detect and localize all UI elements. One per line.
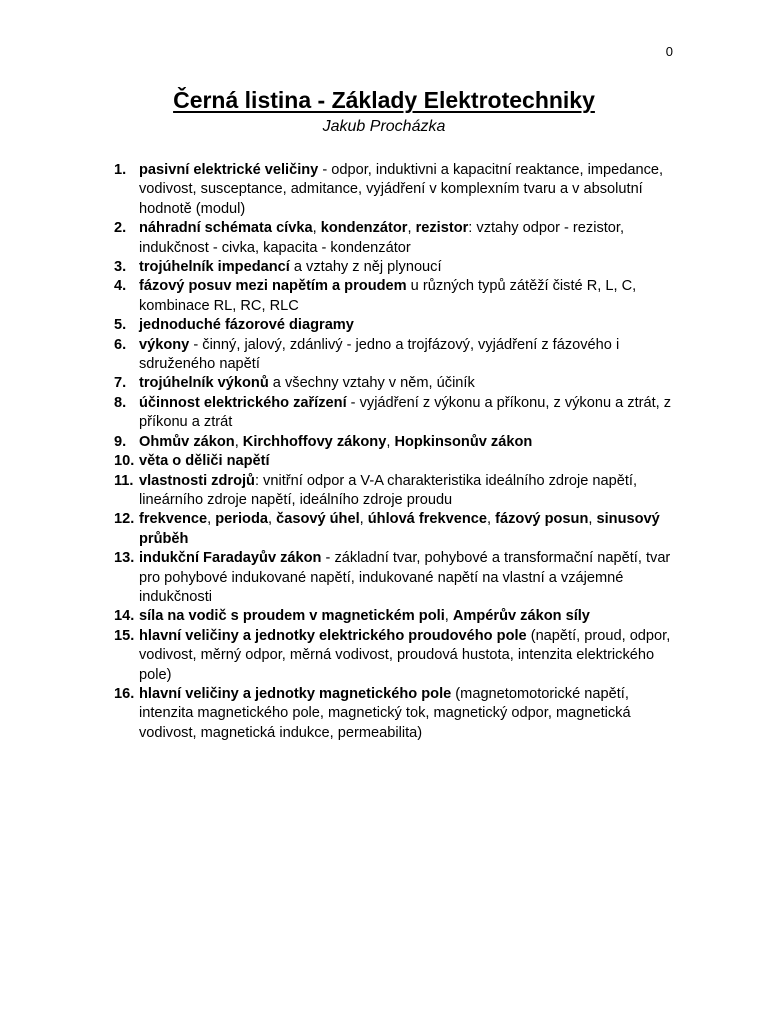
topic-number: 4. bbox=[114, 278, 127, 295]
topic-term: výkony bbox=[139, 336, 190, 353]
topic-text bbox=[139, 317, 354, 333]
topic-description: : vztahy odpor - rezistor, indukčnost - civka, kapacita - kondenzátor bbox=[139, 220, 625, 256]
topic-item bbox=[114, 277, 674, 316]
topic-description: , bbox=[444, 608, 453, 625]
topic-item bbox=[114, 452, 674, 471]
topic-description: (magnetomotorické napětí, intenzita magnetického pole, magnetický tok, magnetický odpor, magnetická vodivost, magnetická indukce, permeabilita) bbox=[139, 685, 631, 741]
topic-number: 14. bbox=[114, 608, 135, 625]
topic-description: a vztahy z něj plynoucí bbox=[289, 259, 442, 276]
topic-description: u různých typů zátěží čisté R, L, C, kombinace RL, RC, RLC bbox=[139, 278, 637, 314]
topic-description: - základní tvar, pohybové a transformační napětí, tvar pro pohybové indukované napětí, indukované napětí na vlastní a vzájemné indukčnosti bbox=[139, 550, 671, 605]
topic-text bbox=[139, 608, 590, 624]
topic-term: vlastnosti zdrojů bbox=[139, 472, 255, 489]
topic-text bbox=[139, 434, 532, 450]
topic-number: 15. bbox=[114, 627, 135, 644]
topic-text bbox=[139, 473, 637, 508]
topic-text bbox=[139, 375, 475, 391]
topic-number: 8. bbox=[114, 394, 127, 411]
topic-term: náhradní schémata cívka bbox=[139, 220, 313, 237]
topic-term: fázový posun bbox=[495, 511, 589, 528]
topic-term: Hopkinsonův zákon bbox=[394, 433, 533, 450]
topic-number: 13. bbox=[114, 550, 135, 567]
topic-number: 3. bbox=[114, 259, 127, 276]
topic-text bbox=[139, 511, 660, 546]
topic-description: - vyjádření z výkonu a příkonu, z výkonu a ztrát, z příkonu a ztrát bbox=[139, 394, 672, 431]
topic-item bbox=[114, 374, 674, 393]
topic-number: 5. bbox=[114, 317, 127, 334]
topic-term: fázový posuv mezi napětím a proudem bbox=[139, 278, 407, 295]
topic-term: perioda bbox=[215, 511, 268, 528]
topic-item bbox=[114, 316, 674, 335]
topic-term: hlavní veličiny a jednotky elektrického proudového pole bbox=[139, 627, 527, 644]
topic-term: jednoduché fázorové diagramy bbox=[139, 317, 354, 334]
topic-term: časový úhel bbox=[276, 511, 360, 528]
topic-number: 7. bbox=[114, 375, 127, 392]
topic-term: síla na vodič s proudem v magnetickém poli bbox=[139, 608, 445, 625]
topic-number: 1. bbox=[114, 162, 127, 178]
topic-list bbox=[114, 161, 674, 743]
topic-item bbox=[114, 685, 674, 743]
topic-text bbox=[139, 395, 671, 430]
topic-number: 16. bbox=[114, 685, 135, 702]
topic-text bbox=[139, 453, 270, 469]
topic-description: - činný, jalový, zdánlivý - jedno a trojfázový, vyjádření z fázového i sdruženého napětí bbox=[139, 336, 620, 373]
topic-description: , bbox=[207, 511, 216, 528]
topic-term: pasivní elektrické veličiny bbox=[139, 162, 319, 178]
topic-number: 6. bbox=[114, 336, 127, 353]
topic-text bbox=[139, 259, 442, 275]
topic-term: účinnost elektrického zařízení bbox=[139, 394, 347, 411]
topic-item bbox=[114, 549, 674, 607]
document-title: Černá listina - Základy Elektrotechniky bbox=[173, 87, 595, 113]
topic-item bbox=[114, 433, 674, 452]
topic-description: , bbox=[312, 220, 321, 237]
topic-item bbox=[114, 336, 674, 375]
topic-item bbox=[114, 607, 674, 626]
topic-number: 12. bbox=[114, 511, 135, 528]
topic-description: a všechny vztahy v něm, účiník bbox=[268, 375, 475, 392]
topic-item bbox=[114, 627, 674, 685]
topic-description: - odpor, induktivni a kapacitní reaktance, impedance, vodivost, susceptance, admitance, vyjádření v komplexním tvaru a v absolutní hodnotě (modul) bbox=[139, 162, 664, 217]
topic-description: , bbox=[588, 511, 597, 528]
topic-text bbox=[139, 278, 636, 313]
topic-term: hlavní veličiny a jednotky magnetického pole bbox=[139, 685, 452, 702]
topic-number: 9. bbox=[114, 433, 127, 450]
topic-item bbox=[114, 472, 674, 511]
topic-item bbox=[114, 161, 674, 219]
topic-term: trojúhelník výkonů bbox=[139, 375, 269, 392]
topic-text bbox=[139, 162, 663, 217]
topic-term: trojúhelník impedancí bbox=[139, 259, 290, 276]
topic-description: , bbox=[267, 511, 277, 528]
topic-term: frekvence bbox=[139, 511, 208, 528]
topic-description: , bbox=[359, 511, 368, 528]
topic-description: (napětí, proud, odpor, vodivost, měrný odpor, měrná vodivost, proudová hustota, intenzita elektrického pole) bbox=[139, 627, 671, 683]
topic-number: 2. bbox=[114, 220, 127, 237]
topic-term: Ampérův zákon síly bbox=[452, 608, 590, 625]
topic-description: , bbox=[407, 220, 416, 237]
topic-description: , bbox=[386, 433, 395, 450]
topic-number: 10. bbox=[114, 453, 135, 470]
topic-item bbox=[114, 219, 674, 258]
topic-term: indukční Faradayův zákon bbox=[139, 550, 322, 567]
topic-text bbox=[139, 220, 624, 255]
topic-term: sinusový průběh bbox=[139, 511, 660, 547]
topic-item bbox=[114, 394, 674, 433]
topic-text bbox=[139, 337, 619, 372]
topic-term: Kirchhoffovy zákony bbox=[242, 433, 387, 450]
topic-term: Ohmův zákon bbox=[139, 433, 235, 450]
topic-description: , bbox=[234, 433, 243, 450]
document-author: Jakub Procházka bbox=[322, 118, 446, 135]
topic-text bbox=[139, 550, 670, 605]
page-number: 0 bbox=[665, 44, 673, 59]
topic-term: rezistor bbox=[415, 220, 469, 237]
topic-term: kondenzátor bbox=[320, 220, 408, 237]
topic-item bbox=[114, 258, 674, 277]
topic-number: 11. bbox=[114, 472, 134, 489]
topic-term: věta o děliči napětí bbox=[139, 453, 270, 470]
topic-term: úhlová frekvence bbox=[367, 511, 488, 528]
topic-text bbox=[139, 686, 631, 741]
topic-text bbox=[139, 628, 670, 683]
topic-item bbox=[114, 510, 674, 549]
topic-description: : vnitřní odpor a V-A charakteristika ideálního zdroje napětí, lineárního zdroje napětí, ideálního zdroje proudu bbox=[139, 472, 638, 508]
topic-description: , bbox=[487, 511, 496, 528]
